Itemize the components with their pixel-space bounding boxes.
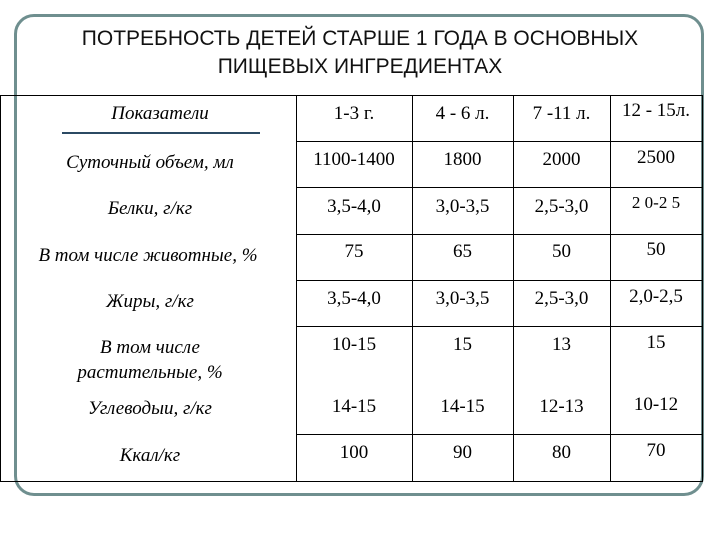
row-divider: [296, 434, 703, 435]
table-cell: 10-15: [331, 334, 377, 355]
row-label: Ккал/кг: [119, 445, 181, 466]
table-cell: 80: [552, 442, 571, 463]
table-left-border: [0, 95, 1, 482]
column-header-age: 1-3 г.: [333, 103, 375, 124]
column-header-age: 7 -11 л.: [532, 103, 591, 124]
table-cell: 70: [646, 440, 666, 461]
table-cell: 15: [453, 334, 472, 355]
table-cell: 65: [453, 241, 472, 262]
column-header-age: 12 - 15л.: [621, 100, 691, 121]
column-header-label: Показатели: [111, 103, 209, 124]
table-cell: 1800: [443, 149, 482, 170]
table-cell: 12-13: [539, 396, 584, 417]
table-bottom-border: [0, 481, 703, 482]
table-cell: 75: [344, 241, 364, 262]
slide-title-line2: ПИЩЕВЫХ ИНГРЕДИЕНТАХ: [217, 55, 503, 78]
row-label: Суточный объем, мл: [66, 152, 234, 173]
table-cell: 14-15: [331, 396, 377, 417]
slide-title-line1: ПОТРЕБНОСТЬ ДЕТЕЙ СТАРШЕ 1 ГОДА В ОСНОВНЫХ: [81, 27, 639, 50]
row-label: Жиры, г/кг: [106, 291, 194, 312]
table-cell: 3,0-3,5: [435, 288, 490, 309]
table-cell: 15: [646, 332, 666, 353]
row-divider: [296, 141, 703, 142]
row-divider: [296, 187, 703, 188]
table-right-border: [702, 95, 703, 482]
table-cell: 2,5-3,0: [534, 196, 589, 217]
table-cell: 14-15: [440, 396, 485, 417]
table-cell: 2,0-2,5: [629, 286, 683, 307]
table-cell: 1100-1400: [313, 149, 395, 170]
table-cell: 50: [552, 241, 571, 262]
row-divider: [296, 234, 703, 235]
header-underline: [62, 132, 260, 134]
table-cell: 3,5-4,0: [327, 196, 381, 217]
table-top-border: [0, 95, 703, 96]
table-cell: 90: [453, 442, 472, 463]
row-divider: [296, 326, 703, 327]
table-cell: 3,0-3,5: [435, 196, 490, 217]
row-label: В том числе животные, %: [38, 245, 258, 266]
table-cell: 2500: [637, 147, 675, 168]
table-cell: 3,5-4,0: [327, 288, 381, 309]
table-cell: 2,5-3,0: [534, 288, 589, 309]
row-divider: [296, 280, 703, 281]
row-label: Белки, г/кг: [107, 198, 193, 219]
table-cell: 50: [646, 239, 666, 260]
table-cell: 100: [339, 442, 369, 463]
table-cell: 13: [552, 334, 571, 355]
table-cell: 10-12: [633, 394, 679, 415]
table-cell: 2000: [542, 149, 581, 170]
row-label: В том числе: [100, 337, 200, 358]
row-label: растительные, %: [77, 362, 223, 383]
column-header-age: 4 - 6 л.: [435, 103, 490, 124]
row-label: Углеводыи, г/кг: [88, 398, 212, 419]
table-cell: 2 0-2 5: [631, 193, 681, 212]
